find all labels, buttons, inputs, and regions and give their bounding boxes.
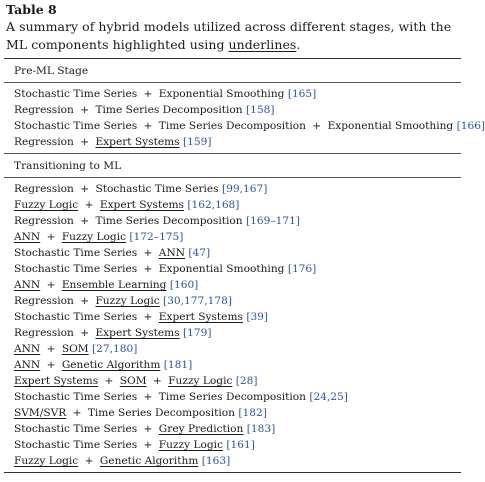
table-row <box>14 325 459 341</box>
plus-separator: + <box>140 423 156 435</box>
plus-separator: + <box>76 215 93 227</box>
table-row <box>14 309 459 325</box>
table-row <box>14 134 459 150</box>
plus-separator: + <box>43 279 59 291</box>
method-component: Time Series Decomposition <box>95 215 243 227</box>
ml-component: Expert Systems <box>14 375 99 387</box>
section-rows-pre-ml <box>6 83 485 153</box>
table-row <box>14 453 459 469</box>
plus-separator: + <box>76 136 93 148</box>
method-component: Stochastic Time Series <box>14 391 138 403</box>
table-row <box>14 293 459 309</box>
plus-separator: + <box>140 311 156 323</box>
table-row <box>14 86 459 102</box>
method-component: Regression <box>14 104 74 116</box>
method-component: Exponential Smoothing <box>158 263 285 275</box>
plus-separator: + <box>76 327 93 339</box>
method-component: Stochastic Time Series <box>14 423 138 435</box>
ml-component: SOM <box>119 375 147 387</box>
method-component: Time Series Decomposition <box>158 391 306 403</box>
ml-component: Expert Systems <box>158 311 243 323</box>
plus-separator: + <box>76 104 93 116</box>
plus-separator: + <box>149 375 166 387</box>
table-row <box>14 421 459 437</box>
reference-link[interactable]: [159] <box>182 136 212 148</box>
method-component: Regression <box>14 327 74 339</box>
plus-separator: + <box>76 295 93 307</box>
ml-component: Fuzzy Logic <box>95 295 160 307</box>
table-row <box>14 373 459 389</box>
section-title-transitioning: Transitioning to ML <box>14 160 122 172</box>
ml-component: Expert Systems <box>95 327 180 339</box>
reference-link[interactable]: [181] <box>163 359 193 371</box>
reference-link[interactable]: [27,180] <box>92 343 138 355</box>
reference-link[interactable]: [99,167] <box>222 183 268 195</box>
plus-separator: + <box>69 407 85 419</box>
reference-link[interactable]: [166] <box>456 120 485 132</box>
ml-component: ANN <box>14 359 41 371</box>
reference-link[interactable]: [158] <box>245 104 275 116</box>
caption-text: A summary of hybrid models utilized across different stages, with the ML components highlighted using <box>6 19 452 52</box>
method-component: Exponential Smoothing <box>158 88 285 100</box>
caption-underlined-word: underlines <box>228 37 297 52</box>
ml-component: Expert Systems <box>95 136 180 148</box>
reference-link[interactable]: [172–175] <box>129 231 184 243</box>
table-bottom-rule <box>4 472 461 473</box>
method-component: Regression <box>14 183 74 195</box>
table-row <box>14 197 459 213</box>
reference-link[interactable]: [163] <box>201 455 231 467</box>
method-component: Time Series Decomposition <box>95 104 243 116</box>
table-row <box>14 102 459 118</box>
method-component: Stochastic Time Series <box>14 88 138 100</box>
reference-link[interactable]: [24,25] <box>309 391 348 403</box>
method-component: Regression <box>14 295 74 307</box>
caption-period: . <box>296 37 301 52</box>
ml-component: Fuzzy Logic <box>14 199 79 211</box>
table-row <box>14 277 459 293</box>
table-row <box>14 437 459 453</box>
reference-link[interactable]: [165] <box>287 88 317 100</box>
plus-separator: + <box>140 439 156 451</box>
method-component: Stochastic Time Series <box>14 263 138 275</box>
ml-component: Genetic Algorithm <box>99 455 199 467</box>
method-component: Time Series Decomposition <box>87 407 235 419</box>
plus-separator: + <box>43 231 59 243</box>
ml-component: Fuzzy Logic <box>158 439 224 451</box>
table-row <box>14 357 459 373</box>
table-number: Table 8 <box>6 2 57 17</box>
reference-link[interactable]: [47] <box>188 247 211 259</box>
table-row <box>14 405 459 421</box>
reference-link[interactable]: [182] <box>238 407 267 419</box>
method-component: Stochastic Time Series <box>14 247 138 259</box>
plus-separator: + <box>43 359 59 371</box>
plus-separator: + <box>101 375 117 387</box>
plus-separator: + <box>308 120 325 132</box>
method-component: Stochastic Time Series <box>14 439 138 451</box>
section-title-pre-ml: Pre-ML Stage <box>14 65 89 77</box>
ml-component: Fuzzy Logic <box>168 375 233 387</box>
plus-separator: + <box>140 391 156 403</box>
method-component: Stochastic Time Series <box>95 183 219 195</box>
method-component: Time Series Decomposition <box>158 120 306 132</box>
plus-separator: + <box>140 88 156 100</box>
reference-link[interactable]: [179] <box>182 327 212 339</box>
reference-link[interactable]: [162,168] <box>187 199 240 211</box>
table-row <box>14 118 485 134</box>
section-rows-transitioning <box>6 178 459 472</box>
method-component: Stochastic Time Series <box>14 120 138 132</box>
reference-link[interactable]: [30,177,178] <box>163 295 232 307</box>
plus-separator: + <box>76 183 93 195</box>
ml-component: Fuzzy Logic <box>61 231 127 243</box>
ml-component: SOM <box>61 343 89 355</box>
ml-component: ANN <box>14 231 41 243</box>
table-row <box>14 245 459 261</box>
table-caption <box>6 18 459 54</box>
ml-component: ANN <box>14 343 41 355</box>
method-component: Stochastic Time Series <box>14 311 138 323</box>
ml-component: Expert Systems <box>99 199 184 211</box>
ml-component: Ensemble Learning <box>61 279 167 291</box>
table-row <box>14 389 459 405</box>
table-row <box>14 261 459 277</box>
reference-link[interactable]: [28] <box>235 375 258 387</box>
ml-component: Grey Prediction <box>158 423 244 435</box>
table-row <box>14 229 459 245</box>
method-component: Regression <box>14 136 74 148</box>
plus-separator: + <box>81 455 97 467</box>
plus-separator: + <box>140 247 156 259</box>
table-row <box>14 181 459 197</box>
reference-link[interactable]: [183] <box>246 423 276 435</box>
reference-link[interactable]: [160] <box>169 279 199 291</box>
reference-link[interactable]: [39] <box>246 311 269 323</box>
ml-component: Fuzzy Logic <box>14 455 79 467</box>
ml-component: Genetic Algorithm <box>61 359 161 371</box>
reference-link[interactable]: [169–171] <box>245 215 300 227</box>
plus-separator: + <box>43 343 59 355</box>
plus-separator: + <box>140 120 156 132</box>
method-component: Exponential Smoothing <box>327 120 454 132</box>
table-row <box>14 341 459 357</box>
ml-component: ANN <box>158 247 185 259</box>
table-row <box>14 213 459 229</box>
reference-link[interactable]: [161] <box>226 439 255 451</box>
plus-separator: + <box>81 199 97 211</box>
ml-component: SVM/SVR <box>14 407 67 419</box>
ml-component: ANN <box>14 279 41 291</box>
method-component: Regression <box>14 215 74 227</box>
plus-separator: + <box>140 263 156 275</box>
reference-link[interactable]: [176] <box>287 263 317 275</box>
